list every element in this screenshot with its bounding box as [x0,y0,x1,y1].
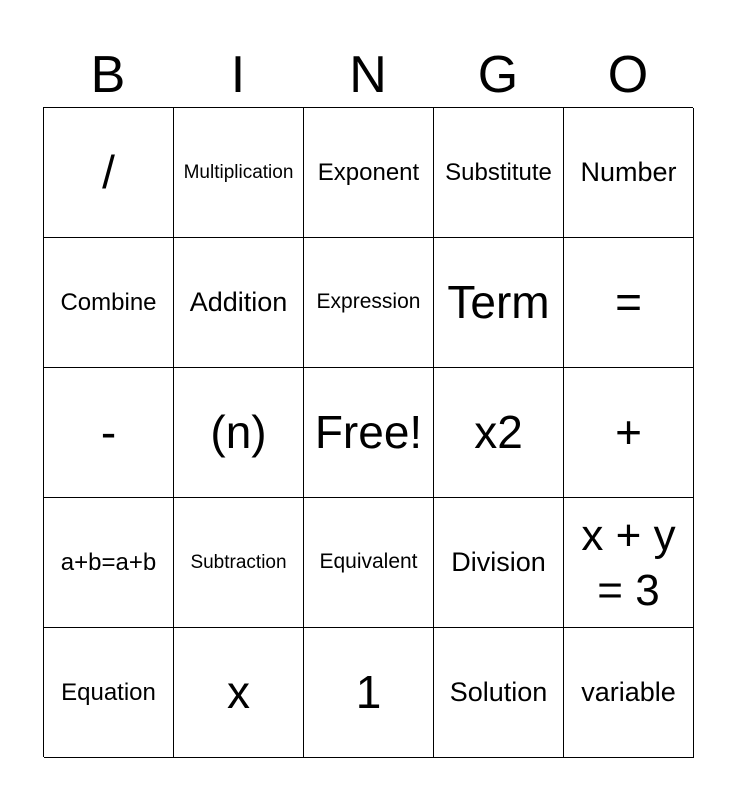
bingo-cell[interactable]: Equation [44,628,174,758]
header-letter-g: G [477,46,519,104]
bingo-cell[interactable]: = [564,238,694,368]
bingo-cell[interactable]: Multiplication [174,108,304,238]
bingo-cell[interactable]: Solution [434,628,564,758]
bingo-cell[interactable]: Number [564,108,694,238]
header-letter-i: I [230,46,246,104]
bingo-cell[interactable]: 1 [304,628,434,758]
bingo-cell[interactable]: a+b=a+b [44,498,174,628]
bingo-cell[interactable]: Combine [44,238,174,368]
header-letter-n: N [349,46,387,104]
bingo-cell[interactable]: Division [434,498,564,628]
bingo-cell[interactable]: x [174,628,304,758]
bingo-cell[interactable]: Addition [174,238,304,368]
bingo-cell[interactable]: x2 [434,368,564,498]
bingo-cell[interactable]: variable [564,628,694,758]
bingo-header [43,44,693,106]
bingo-cell[interactable]: + [564,368,694,498]
header-letter-o: O [607,46,649,104]
header-letter-b: B [90,46,126,104]
bingo-cell[interactable]: Subtraction [174,498,304,628]
free-space-cell[interactable]: Free! [304,368,434,498]
bingo-cell[interactable]: - [44,368,174,498]
bingo-cell[interactable]: Expression [304,238,434,368]
bingo-cell[interactable]: Equivalent [304,498,434,628]
bingo-cell[interactable]: Term [434,238,564,368]
bingo-cell[interactable]: Substitute [434,108,564,238]
bingo-cell[interactable]: Exponent [304,108,434,238]
bingo-card-grid [43,107,693,757]
bingo-cell[interactable]: x + y = 3 [564,498,694,628]
bingo-cell[interactable]: (n) [174,368,304,498]
bingo-cell[interactable]: / [44,108,174,238]
